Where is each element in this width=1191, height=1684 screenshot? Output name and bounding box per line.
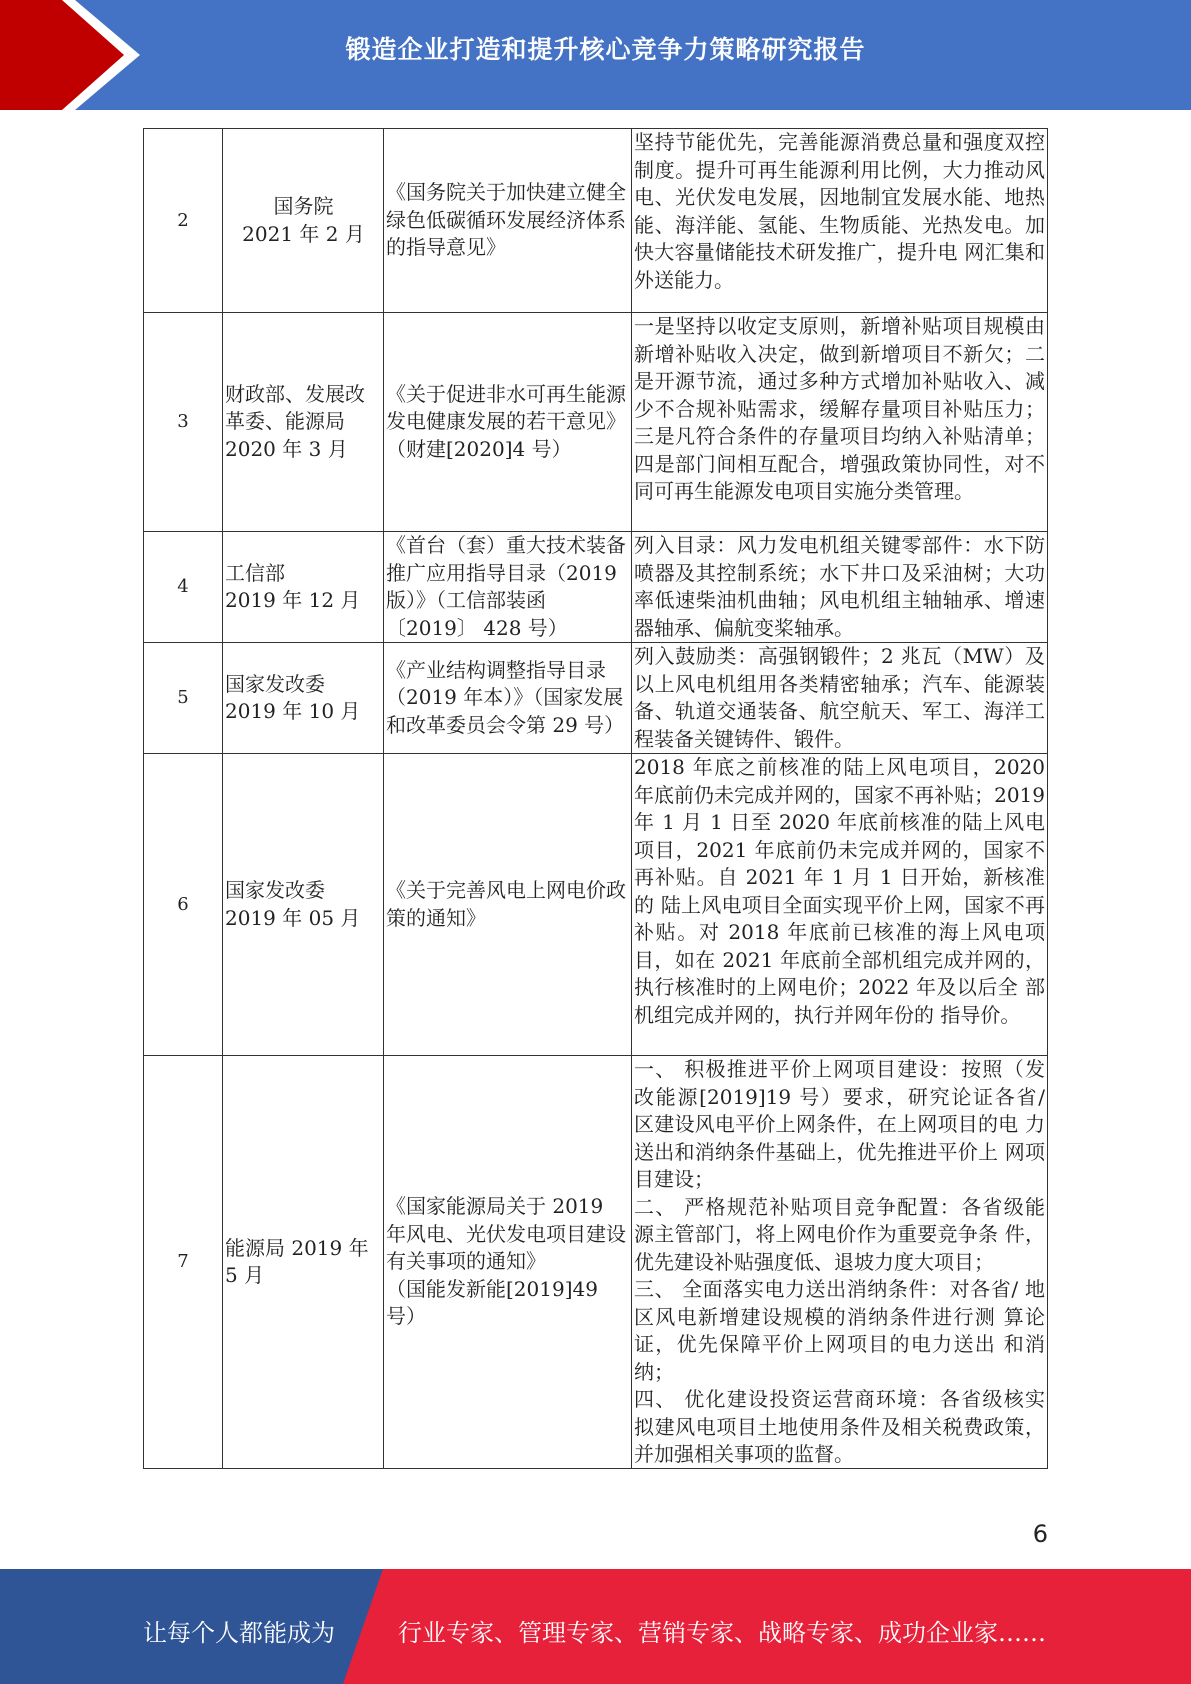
document-cell xyxy=(384,532,632,643)
issuer-line: 国务院 xyxy=(273,194,334,218)
document-line: 《产业结构调整指导目录（2019 年本）》（国家发展和改革委员会令第 29 号） xyxy=(386,657,625,737)
content-paragraph: 2018 年底之前核准的陆上风电项目，2020 年底前仍未完成并网的，国家不再补贴；2019 年 1 月 1 日至 2020 年底前核准的陆上风电项目，2021 年底前仍未完成并网的，国家不再补贴。自 2021 年 1 月 1 日开始，新核准的 陆上风电项目全面实现平价上网，国家不再 补贴。对 2018 年底前已核准的海上风电项 目，如在 2021 年底前全部机组完成并网的， 执行核准时的上网电价；2022 年及以后全 部机组完成并网的，执行并网年份的 指导价。 xyxy=(634,755,1045,1027)
issuer-line: 能源局 2019 年 5 月 xyxy=(225,1235,369,1287)
page-header xyxy=(0,0,1191,110)
issuer-line: 国家发改委 xyxy=(225,878,325,902)
issuer-line: 2019 年 12 月 xyxy=(225,588,361,612)
content-paragraph: 二、 严格规范补贴项目竞争配置：各省级能 源主管部门，将上网电价作为重要竞争条 件，优先建设补贴强度低、退坡力度大项目； xyxy=(634,1194,1045,1274)
issuer-cell xyxy=(223,643,384,754)
table-row xyxy=(144,643,1048,754)
row-number: 3 xyxy=(144,313,223,532)
content-cell xyxy=(632,313,1048,532)
document-line: 《关于完善风电上网电价政策的通知》 xyxy=(386,878,626,930)
content-paragraph: 一是坚持以收定支原则，新增补贴项目规模由新增补贴收入决定，做到新增项目不新欠；二是开源节流，通过多种方式增加补贴收入、减少不合规补贴需求，缓解存量项目补贴压力；三是凡符合条件的存量项目均纳入补贴清单；四是部门间相互配合，增强政策协同性，对不同可再生能源发电项目实施分类管理。 xyxy=(634,314,1045,503)
table-row xyxy=(144,532,1048,643)
row-number: 6 xyxy=(144,754,223,1056)
content-paragraph: 列入目录：风力发电机组关键零部件：水下防喷器及其控制系统；水下井口及采油树；大功率低速柴油机曲轴；风电机组主轴轴承、增速器轴承、偏航变桨轴承。 xyxy=(634,533,1045,640)
policy-table xyxy=(143,128,1048,1469)
issuer-cell xyxy=(223,532,384,643)
document-line: （国能发新能[2019]49 号） xyxy=(386,1276,598,1329)
issuer-cell xyxy=(223,1056,384,1469)
issuer-line: 财政部、发展改革委、能源局 xyxy=(225,381,365,434)
issuer-line: 工信部 xyxy=(225,560,285,585)
document-line: 《国务院关于加快建立健全绿色低碳循环发展经济体系的指导意见》 xyxy=(386,180,626,260)
content-paragraph: 四、 优化建设投资运营商环境：各省级核实 拟建风电项目土地使用条件及相关税费政策，并加强相关事项的监督。 xyxy=(634,1387,1045,1466)
document-cell xyxy=(384,754,632,1056)
document-cell xyxy=(384,129,632,313)
issuer-line: 国家发改委 xyxy=(225,671,325,696)
row-number-text: 7 xyxy=(177,1251,189,1273)
document-line: （财建[2020]4 号） xyxy=(386,436,572,461)
table-row xyxy=(144,1056,1048,1469)
issuer-line: 2021 年 2 月 xyxy=(242,221,365,246)
row-number: 2 xyxy=(144,129,223,313)
issuer-line: 2019 年 05 月 xyxy=(225,905,361,930)
row-number: 5 xyxy=(144,643,223,754)
page-number: 6 xyxy=(1032,1520,1048,1548)
issuer-cell xyxy=(223,754,384,1056)
document-line: 《国家能源局关于 2019 年风电、光伏发电项目建设有关事项的通知》 xyxy=(386,1194,626,1274)
content-paragraph: 三、 全面落实电力送出消纳条件：对各省/ 地区风电新增建设规模的消纳条件进行测 算论证，优先保障平价上网项目的电力送出 和消纳； xyxy=(634,1277,1045,1384)
document-cell xyxy=(384,1056,632,1469)
row-number xyxy=(144,1056,223,1469)
table-row xyxy=(144,313,1048,532)
table-row xyxy=(144,129,1048,313)
issuer-line: 2020 年 3 月 xyxy=(225,436,348,461)
document-cell xyxy=(384,313,632,532)
issuer-cell xyxy=(223,313,384,532)
content-cell xyxy=(632,1056,1048,1469)
content-paragraph: 列入鼓励类：高强钢锻件；2 兆瓦（MW）及以上风电机组用各类精密轴承；汽车、能源装备、轨道交通装备、航空航天、军工、海洋工程装备关键铸件、锻件。 xyxy=(634,644,1045,751)
report-title: 锻造企业打造和提升核心竞争力策略研究报告 xyxy=(345,35,866,64)
page-footer xyxy=(0,1569,1191,1684)
issuer-cell xyxy=(223,129,384,313)
content-cell xyxy=(632,754,1048,1056)
document-cell xyxy=(384,643,632,754)
row-number: 4 xyxy=(144,532,223,643)
document-line: 《首台（套）重大技术装备推广应用指导目录（2019 版）》（工信部装函〔2019〕 428 号） xyxy=(386,533,626,640)
document-line: 《关于促进非水可再生能源发电健康发展的若干意见》 xyxy=(386,381,626,434)
footer-slogan-left: 让每个人都能成为 xyxy=(143,1619,335,1647)
content-paragraph: 一、 积极推进平价上网项目建设：按照（发 改能源[2019]19 号）要求，研究论证各省/ 区建设风电平价上网条件，在上网项目的电 力送出和消纳条件基础上，优先推进平价上 网项目建设； xyxy=(634,1057,1045,1191)
content-cell xyxy=(632,643,1048,754)
table-row xyxy=(144,754,1048,1056)
content-cell xyxy=(632,532,1048,643)
footer-slogan-right: 行业专家、管理专家、营销专家、战略专家、成功企业家…… xyxy=(398,1619,1046,1647)
content-cell xyxy=(632,129,1048,313)
content-paragraph: 坚持节能优先，完善能源消费总量和强度双控制度。提升可再生能源利用比例，大力推动风电、光伏发电发展，因地制宜发展水能、地热能、海洋能、氢能、生物质能、光热发电。加快大容量储能技术研发推广，提升电 网汇集和外送能力。 xyxy=(634,130,1045,292)
issuer-line: 2019 年 10 月 xyxy=(225,699,361,723)
